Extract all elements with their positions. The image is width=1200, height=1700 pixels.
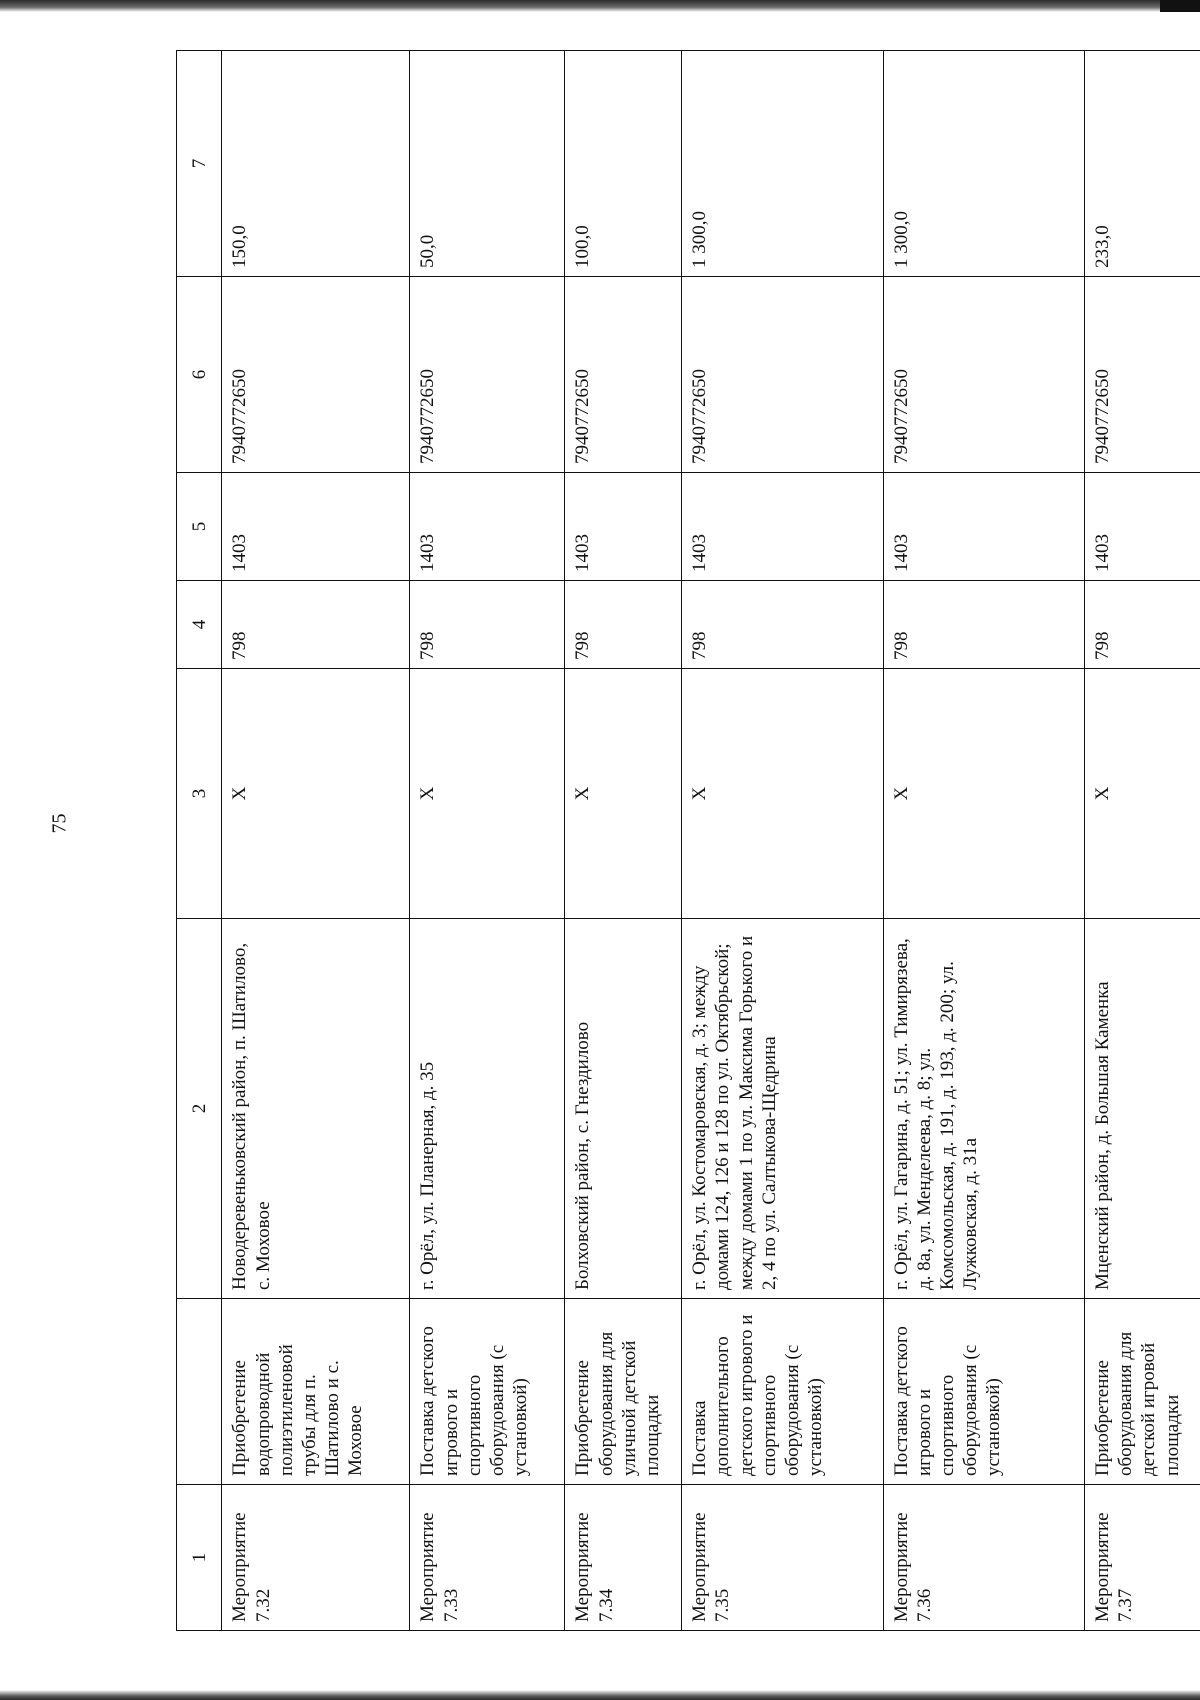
row-name: Приобретение оборудования для уличной детской площадки [565, 1299, 682, 1485]
header-col-3: 3 [177, 669, 222, 919]
row-id: Мероприятие 7.34 [565, 1485, 682, 1631]
row-amount: 150,0 [222, 51, 410, 277]
row-col6: 7940772650 [565, 277, 682, 473]
row-name: Поставка детского игрового и спортивного оборудования (с установкой) [410, 1299, 565, 1485]
row-id: Мероприятие 7.33 [410, 1485, 565, 1631]
row-col4: 798 [1085, 581, 1200, 669]
row-col3: Х [222, 669, 410, 919]
row-col4: 798 [565, 581, 682, 669]
row-address: Болховский район, с. Гнездилово [565, 919, 682, 1299]
row-id: Мероприятие 7.35 [682, 1485, 883, 1631]
row-col6: 7940772650 [1085, 277, 1200, 473]
header-col-1: 1 [177, 1485, 222, 1631]
table-row [682, 51, 883, 1631]
row-id: Мероприятие 7.32 [222, 1485, 410, 1631]
row-col3: Х [565, 669, 682, 919]
row-col5: 1403 [1085, 473, 1200, 581]
table-row [222, 51, 410, 1631]
row-col5: 1403 [883, 473, 1084, 581]
row-id: Мероприятие 7.36 [883, 1485, 1084, 1631]
row-col5: 1403 [410, 473, 565, 581]
header-col-7: 7 [177, 51, 222, 277]
row-name: Приобретение оборудования для детской игровой площадки [1085, 1299, 1200, 1485]
row-address: Новодеревеньковский район, п. Шатилово, с. Моховое [222, 919, 410, 1299]
page-number: 75 [48, 813, 71, 834]
scan-edge-bottom [0, 1690, 1200, 1700]
header-col-4: 4 [177, 581, 222, 669]
row-col6: 7940772650 [682, 277, 883, 473]
row-address: г. Орёл, ул. Планерная, д. 35 [410, 919, 565, 1299]
row-id: Мероприятие 7.37 [1085, 1485, 1200, 1631]
row-col4: 798 [682, 581, 883, 669]
table-row [1085, 51, 1200, 1631]
row-address: г. Орёл, ул. Гагарина, д. 51; ул. Тимирязева, д. 8а, ул. Менделеева, д. 8; ул. Комсомольская, д. 191, д. 193, д. 200; ул. Лужковская, д. 31а [883, 919, 1084, 1299]
row-col3: Х [410, 669, 565, 919]
row-name: Приобретение водопроводной полиэтиленовой трубы для п. Шатилово и с. Моховое [222, 1299, 410, 1485]
row-col6: 7940772650 [222, 277, 410, 473]
row-col4: 798 [410, 581, 565, 669]
row-col3: Х [883, 669, 1084, 919]
row-col3: Х [1085, 669, 1200, 919]
row-name: Поставка дополнительного детского игрового и спортивного оборудования (с установкой) [682, 1299, 883, 1485]
row-name: Поставка детского игрового и спортивного оборудования (с установкой) [883, 1299, 1084, 1485]
rotated-table-container [176, 51, 1200, 1631]
row-amount: 1 300,0 [682, 51, 883, 277]
table-row [565, 51, 682, 1631]
row-col5: 1403 [222, 473, 410, 581]
table-row [410, 51, 565, 1631]
row-col4: 798 [883, 581, 1084, 669]
row-amount: 233,0 [1085, 51, 1200, 277]
row-col6: 7940772650 [410, 277, 565, 473]
row-col6: 7940772650 [883, 277, 1084, 473]
header-row [177, 51, 222, 1631]
row-address: Мценский район, д. Большая Каменка [1085, 919, 1200, 1299]
row-col4: 798 [222, 581, 410, 669]
row-col5: 1403 [682, 473, 883, 581]
table-row [883, 51, 1084, 1631]
header-col-2: 2 [177, 919, 222, 1299]
scan-edge-top-right [1160, 0, 1200, 12]
header-col-6: 6 [177, 277, 222, 473]
header-col-5: 5 [177, 473, 222, 581]
row-amount: 100,0 [565, 51, 682, 277]
scan-edge-top [0, 0, 1200, 12]
row-col3: Х [682, 669, 883, 919]
row-amount: 50,0 [410, 51, 565, 277]
budget-table [176, 50, 1200, 1631]
header-col-1-cont [177, 1299, 222, 1485]
row-address: г. Орёл, ул. Костомаровская, д. 3; между домами 124, 126 и 128 по ул. Октябрьской; между домами 1 по ул. Максима Горького и 2, 4 по ул. Салтыкова-Щедрина [682, 919, 883, 1299]
row-col5: 1403 [565, 473, 682, 581]
row-amount: 1 300,0 [883, 51, 1084, 277]
